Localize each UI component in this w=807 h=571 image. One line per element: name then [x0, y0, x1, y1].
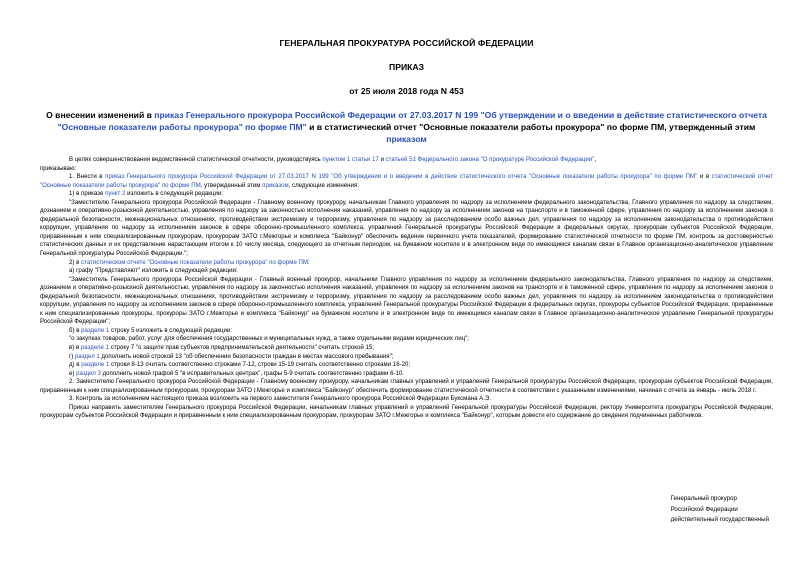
link-section-1[interactable]: разделе 1 [80, 344, 110, 352]
text: : [308, 258, 310, 266]
paragraph-a-text: "Заместитель Генерального прокурора Российской Федерации - Главный военный прокурор, начальники Главного управления по надзору за исполнением федерального законодательства, Главного управления по надзору за следствием, дознанием и оперативно-розыскной деятельностью, управления по надзору за законностью исполнения наказаний, управления по надзору за исполнением законов на транспорте и в таможенной сфере, управления по надзору за исполнением законов о федеральной безопасности, межнациональных отношениях, противодействии экстремизму и терроризму, управления по надзору за расследованием особо важных дел, управления по надзору за исполнением законодательства о противодействии коррупции, управления по надзору за исполнением законов в сфере оборонно-промышленного комплекса, управлений Генеральной прокуратуры Российской Федерации в федеральных округах, прокуроры субъектов Российской Федерации, приравненные к ним специализированные прокуроры, прокуроры ЗАТО г.Межгорье и комплекса "Байконур" на бумажном носителе и в электронном виде по имеющимся каналам связи в Главное организационно-аналитическое управление Генеральной прокуратуры Российской Федерации"; [40, 275, 773, 326]
link-order-199[interactable]: приказ Генерального прокурора Российской Федерации от 27.03.2017 N 199 "Об утверждении и о введении в действие статистического отчета "Основные показатели работы прокурора" по форме ПМ" [105, 173, 698, 181]
text: строку 5 изложить в следующей редакции: [109, 326, 233, 334]
link-article-17[interactable]: пунктом 1 статьи 17 [322, 156, 379, 163]
link-report-pm[interactable]: статистический отчет "Основные показатели работы прокурора" по форме ПМ [40, 173, 773, 189]
text: е) [69, 369, 77, 377]
text: изложить в следующей редакции: [125, 190, 223, 198]
link-article-51[interactable]: статьей 51 Федерального закона "О прокуратуре Российской Федерации" [385, 156, 595, 163]
text: и [378, 156, 386, 163]
paragraph-order: приказываю: [40, 164, 77, 172]
text: 2) в [69, 258, 82, 266]
doc-type: ПРИКАЗ [389, 62, 424, 72]
text: В целях совершенствования ведомственной статистической отчетности, руководствуясь [69, 156, 323, 163]
text: строку 7 "о защите прав субъектов предпринимательской деятельности" считать строкой 15; [109, 344, 374, 352]
link-statistical-report[interactable]: статистическом отчете "Основные показатели работы прокурора" по форме ПМ [81, 258, 309, 266]
paragraph-a: а) графу "Представляют" изложить в следующей редакции: [69, 267, 238, 275]
signature-line-1: Генеральный прокурор [670, 495, 737, 502]
title-link-order-short[interactable]: приказом [386, 134, 427, 144]
paragraph-point-2-text: "Заместителю Генерального прокурора Российской Федерации - Главному военному прокурору, начальникам Главного управления по надзору за исполнением федерального законодательства, Главного управления по надзору за следствием, дознанием и оперативно-розыскной деятельностью, управления по надзору за законностью исполнения наказаний, управления по надзору за исполнением законов на транспорте и в таможенной сфере, управления по надзору за исполнением законов о федеральной безопасности, межнациональных отношениях, противодействии экстремизму и терроризму, управления по надзору за расследованием особо важных дел, управления по надзору за исполнением законодательства о противодействии коррупции, управления по надзору за исполнением законов в сфере оборонно-промышленного комплекса, управлений Генеральной прокуратуры Российской Федерации в федеральных округах, прокурорам субъектов Российской Федерации, приравненным к ним специализированным прокурорам, прокурорам ЗАТО г.Межгорье и комплекса "Байконур" обеспечить ведение первичного учета показателей, формирование статистической отчетности по форме ПМ, контроль за достоверностью статистических данных и их представление нарастающим итогом к 10 числу месяца, следующего за отчетным периодом, на бумажном носителе и в электронном виде по имеющимся каналам связи в Главное организационно-аналитическое управление Генеральной прокуратуры Российской Федерации."; [40, 198, 773, 258]
paragraph-item-2: 2. Заместителю Генерального прокурора Российской Федерации - Главному военному прокурору, начальникам главных управлений и управлений Генеральной прокуратуры Российской Федерации, прокурорам субъектов Российской Федерации, приравненным к ним специализированным прокурорам, прокурорам ЗАТО г.Межгорье и комплекса "Байконур" обеспечить формирование статистической отчетности в соответствии с указанными изменениями, начиная с отчета за январь - июль 2018 г. [40, 378, 773, 394]
link-point-2[interactable]: пункт 2 [105, 190, 126, 198]
paragraph-distribution: Приказ направить заместителям Генерального прокурора Российской Федерации, начальникам главных управлений и управлений Генеральной прокуратуры Российской Федерации, ректору Университета прокуратуры Российской Федерации, прокурорам субъектов Российской Федерации и приравненным к ним специализированным прокурорам, прокурорам ЗАТО г.Межгорье и комплекса "Байконур", которым довести его содержание до сведения подчиненных работников. [40, 403, 773, 420]
link-section-1[interactable]: разделе 1 [81, 326, 110, 334]
paragraph-b [40, 327, 773, 336]
paragraph-item-1-1 [40, 190, 773, 199]
link-section-3[interactable]: раздел 3 [76, 369, 101, 377]
paragraph-g [40, 353, 773, 362]
paragraph-b-text: "о закупках товаров, работ, услуг для обеспечения государственных и муниципальных нужд, а также отдельными видами юридических лиц"; [69, 335, 469, 343]
text: дополнить новой строкой 13 "об обеспечении безопасности граждан в местах массового пребывания"; [99, 352, 394, 360]
text: , утвержденный этим [200, 181, 263, 189]
signature-line-3: действительный государственный [670, 516, 769, 524]
text: в) в [69, 344, 81, 352]
paragraph-item-1-2 [40, 259, 773, 268]
paragraph-e [40, 370, 773, 379]
title-link-order[interactable]: приказ Генерального прокурора Российской Федерации от 27.03.2017 N 199 "Об утверждении и о введении в действие статистического отчета "Основные показатели работы прокурора" по форме ПМ" [57, 110, 767, 132]
text: , следующие изменения: [288, 181, 359, 189]
paragraph-item-1 [40, 173, 773, 190]
title-text-1: О внесении изменений в [46, 110, 155, 120]
text: б) в [69, 326, 82, 334]
doc-title [40, 109, 773, 145]
text: , [594, 156, 597, 163]
signature-line-2: Российской Федерации [670, 505, 738, 513]
paragraph-v [40, 344, 773, 353]
paragraph-preamble [40, 156, 773, 165]
paragraph-d [40, 361, 773, 370]
text: д) в [69, 361, 82, 369]
link-section-1[interactable]: раздел 1 [74, 352, 100, 360]
signature-block [671, 494, 769, 526]
link-section-1[interactable]: разделе 1 [81, 361, 110, 369]
title-text-2: и в статистический отчет "Основные показатели работы прокурора" по форме ПМ, утвержденный этим [306, 122, 756, 132]
text: и в [697, 173, 712, 181]
text: 1) в приказе [69, 190, 106, 198]
org-name: ГЕНЕРАЛЬНАЯ ПРОКУРАТУРА РОССИЙСКОЙ ФЕДЕРАЦИИ [279, 38, 534, 48]
paragraph-item-3: 3. Контроль за исполнением настоящего приказа возложить на первого заместителя Генерального прокурора Российской Федерации Буксмана А.Э. [69, 395, 492, 403]
text: дополнить новой графой 5 "в исправительных центрах", графы 5-9 считать соответственно графами 6-10. [100, 369, 404, 377]
text: г) [69, 352, 75, 360]
link-order[interactable]: приказом [262, 181, 289, 189]
text: 1. Внести в [69, 173, 106, 181]
text: строки 8-13 считать соответственно строками 7-12, строки 15-19 считать соответственно строками 16-20; [109, 361, 411, 369]
doc-body [40, 156, 773, 421]
doc-date: от 25 июля 2018 года N 453 [349, 86, 464, 96]
